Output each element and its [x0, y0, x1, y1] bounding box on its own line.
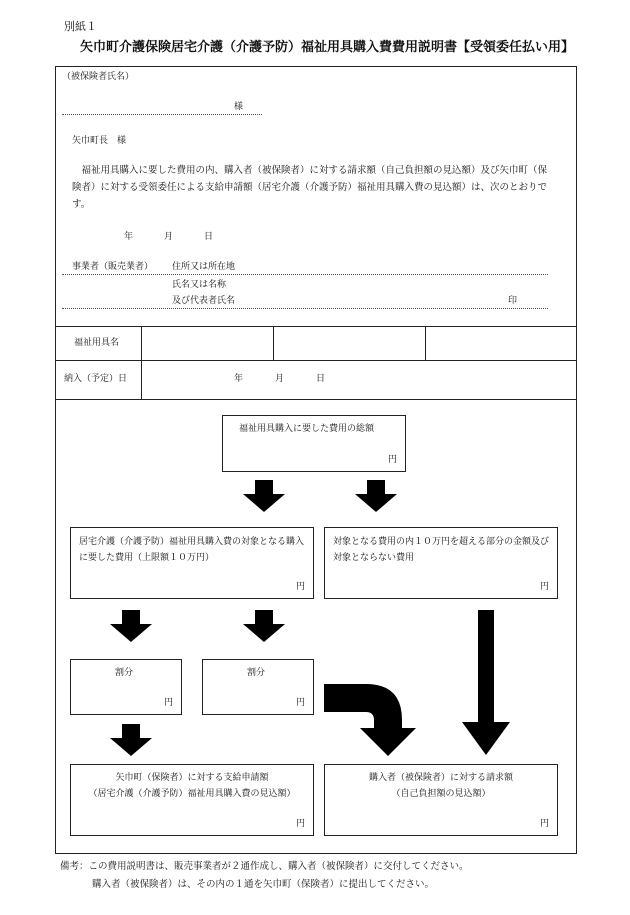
arrow-down-icon [110, 610, 152, 642]
vendor-address-label: 住所又は所在地 [172, 262, 236, 272]
item-name-cell-3[interactable] [426, 327, 576, 360]
document-title: 矢巾町介護保険居宅介護（介護予防）福祉用具購入費費用説明書【受領委任払い用】 [80, 40, 575, 55]
vendor-seal: 印 [508, 296, 518, 306]
vendor-name-label: 氏名又は名称 [172, 280, 227, 290]
town-claim-box[interactable] [70, 764, 314, 836]
insured-name-line[interactable] [62, 114, 262, 115]
date-month: 月 [164, 232, 174, 242]
curved-arrow-icon [324, 684, 416, 756]
note-line-2: 購入者（被保険者）は、その内の１通を矢巾町（保険者）に提出してください。 [92, 879, 435, 890]
delivery-date-label: 納入（予定）日 [64, 374, 128, 384]
yen-unit: 円 [539, 582, 549, 592]
excess-cost-label: 対象となる費用の内１０万円を超える部分の金額及び対象とならない費用 [333, 537, 550, 563]
addressee: 矢巾町長 様 [72, 136, 127, 146]
town-claim-label-1: 矢巾町（保険者）に対する支給申請額 [115, 773, 269, 783]
yen-unit: 円 [295, 819, 305, 829]
covered-cost-label: 居宅介護（介護予防）福祉用具購入費の対象となる購入に要した費用（上限額１０万円） [79, 537, 305, 563]
total-cost-box[interactable] [222, 415, 406, 472]
ratio-left-label: 割分 [115, 668, 134, 678]
vendor-rep-label: 及び代表者氏名 [172, 296, 236, 306]
arrow-down-icon [355, 480, 397, 512]
covered-cost-box[interactable] [70, 527, 314, 599]
insured-honorific: 様 [234, 102, 244, 112]
vendor-rep-line[interactable] [62, 308, 548, 309]
delivery-year: 年 [234, 374, 244, 384]
body-text: 福祉用具購入に要した費用の内、購入者（被保険者）に対する請求額（自己負担額の見込額）及び矢巾町（保険者）に対する受領委任による支給申請額（居宅介護（介護予防）福祉用具購入費の見込額）は、次のとおりです。 [72, 165, 548, 210]
item-name-cell-2[interactable] [274, 327, 425, 360]
ratio-box-right[interactable] [202, 659, 314, 715]
note-line-1: 備考：この費用説明書は、販売事業者が２通作成し、購入者（被保険者）に交付してください。 [60, 861, 469, 872]
item-name-cell-1[interactable] [142, 327, 273, 360]
total-cost-label: 福祉用具購入に要した費用の総額 [239, 424, 375, 434]
arrow-down-icon [110, 724, 152, 756]
vendor-address-line[interactable] [62, 274, 548, 275]
yen-unit: 円 [539, 819, 549, 829]
ratio-box-left[interactable] [70, 659, 182, 715]
page-label: 別紙１ [64, 20, 97, 33]
long-arrow-down-icon [462, 610, 510, 755]
yen-unit: 円 [387, 455, 397, 465]
vendor-label: 事業者（販売業者） [72, 262, 154, 272]
excess-cost-box[interactable] [324, 527, 558, 599]
buyer-claim-box[interactable] [324, 764, 558, 836]
yen-unit: 円 [295, 582, 305, 592]
date-year: 年 [124, 232, 134, 242]
ratio-right-label: 割分 [247, 668, 266, 678]
table-mid-border [55, 360, 577, 361]
date-day: 日 [204, 232, 214, 242]
table-bottom-border [55, 399, 577, 400]
buyer-claim-label-1: 購入者（被保険者）に対する請求額 [368, 773, 513, 783]
insured-name-label: （被保険者氏名） [62, 72, 135, 82]
delivery-day: 日 [316, 374, 326, 384]
town-claim-label-2: （居宅介護（介護予防）福祉用具購入費の見込額） [88, 789, 296, 799]
buyer-claim-label-2: （自己負担額の見込額） [391, 789, 491, 799]
delivery-month: 月 [275, 374, 285, 384]
arrow-down-icon [243, 610, 285, 642]
item-name-label: 福祉用具名 [74, 338, 120, 348]
yen-unit: 円 [295, 698, 305, 708]
arrow-down-icon [243, 480, 285, 512]
yen-unit: 円 [163, 698, 173, 708]
